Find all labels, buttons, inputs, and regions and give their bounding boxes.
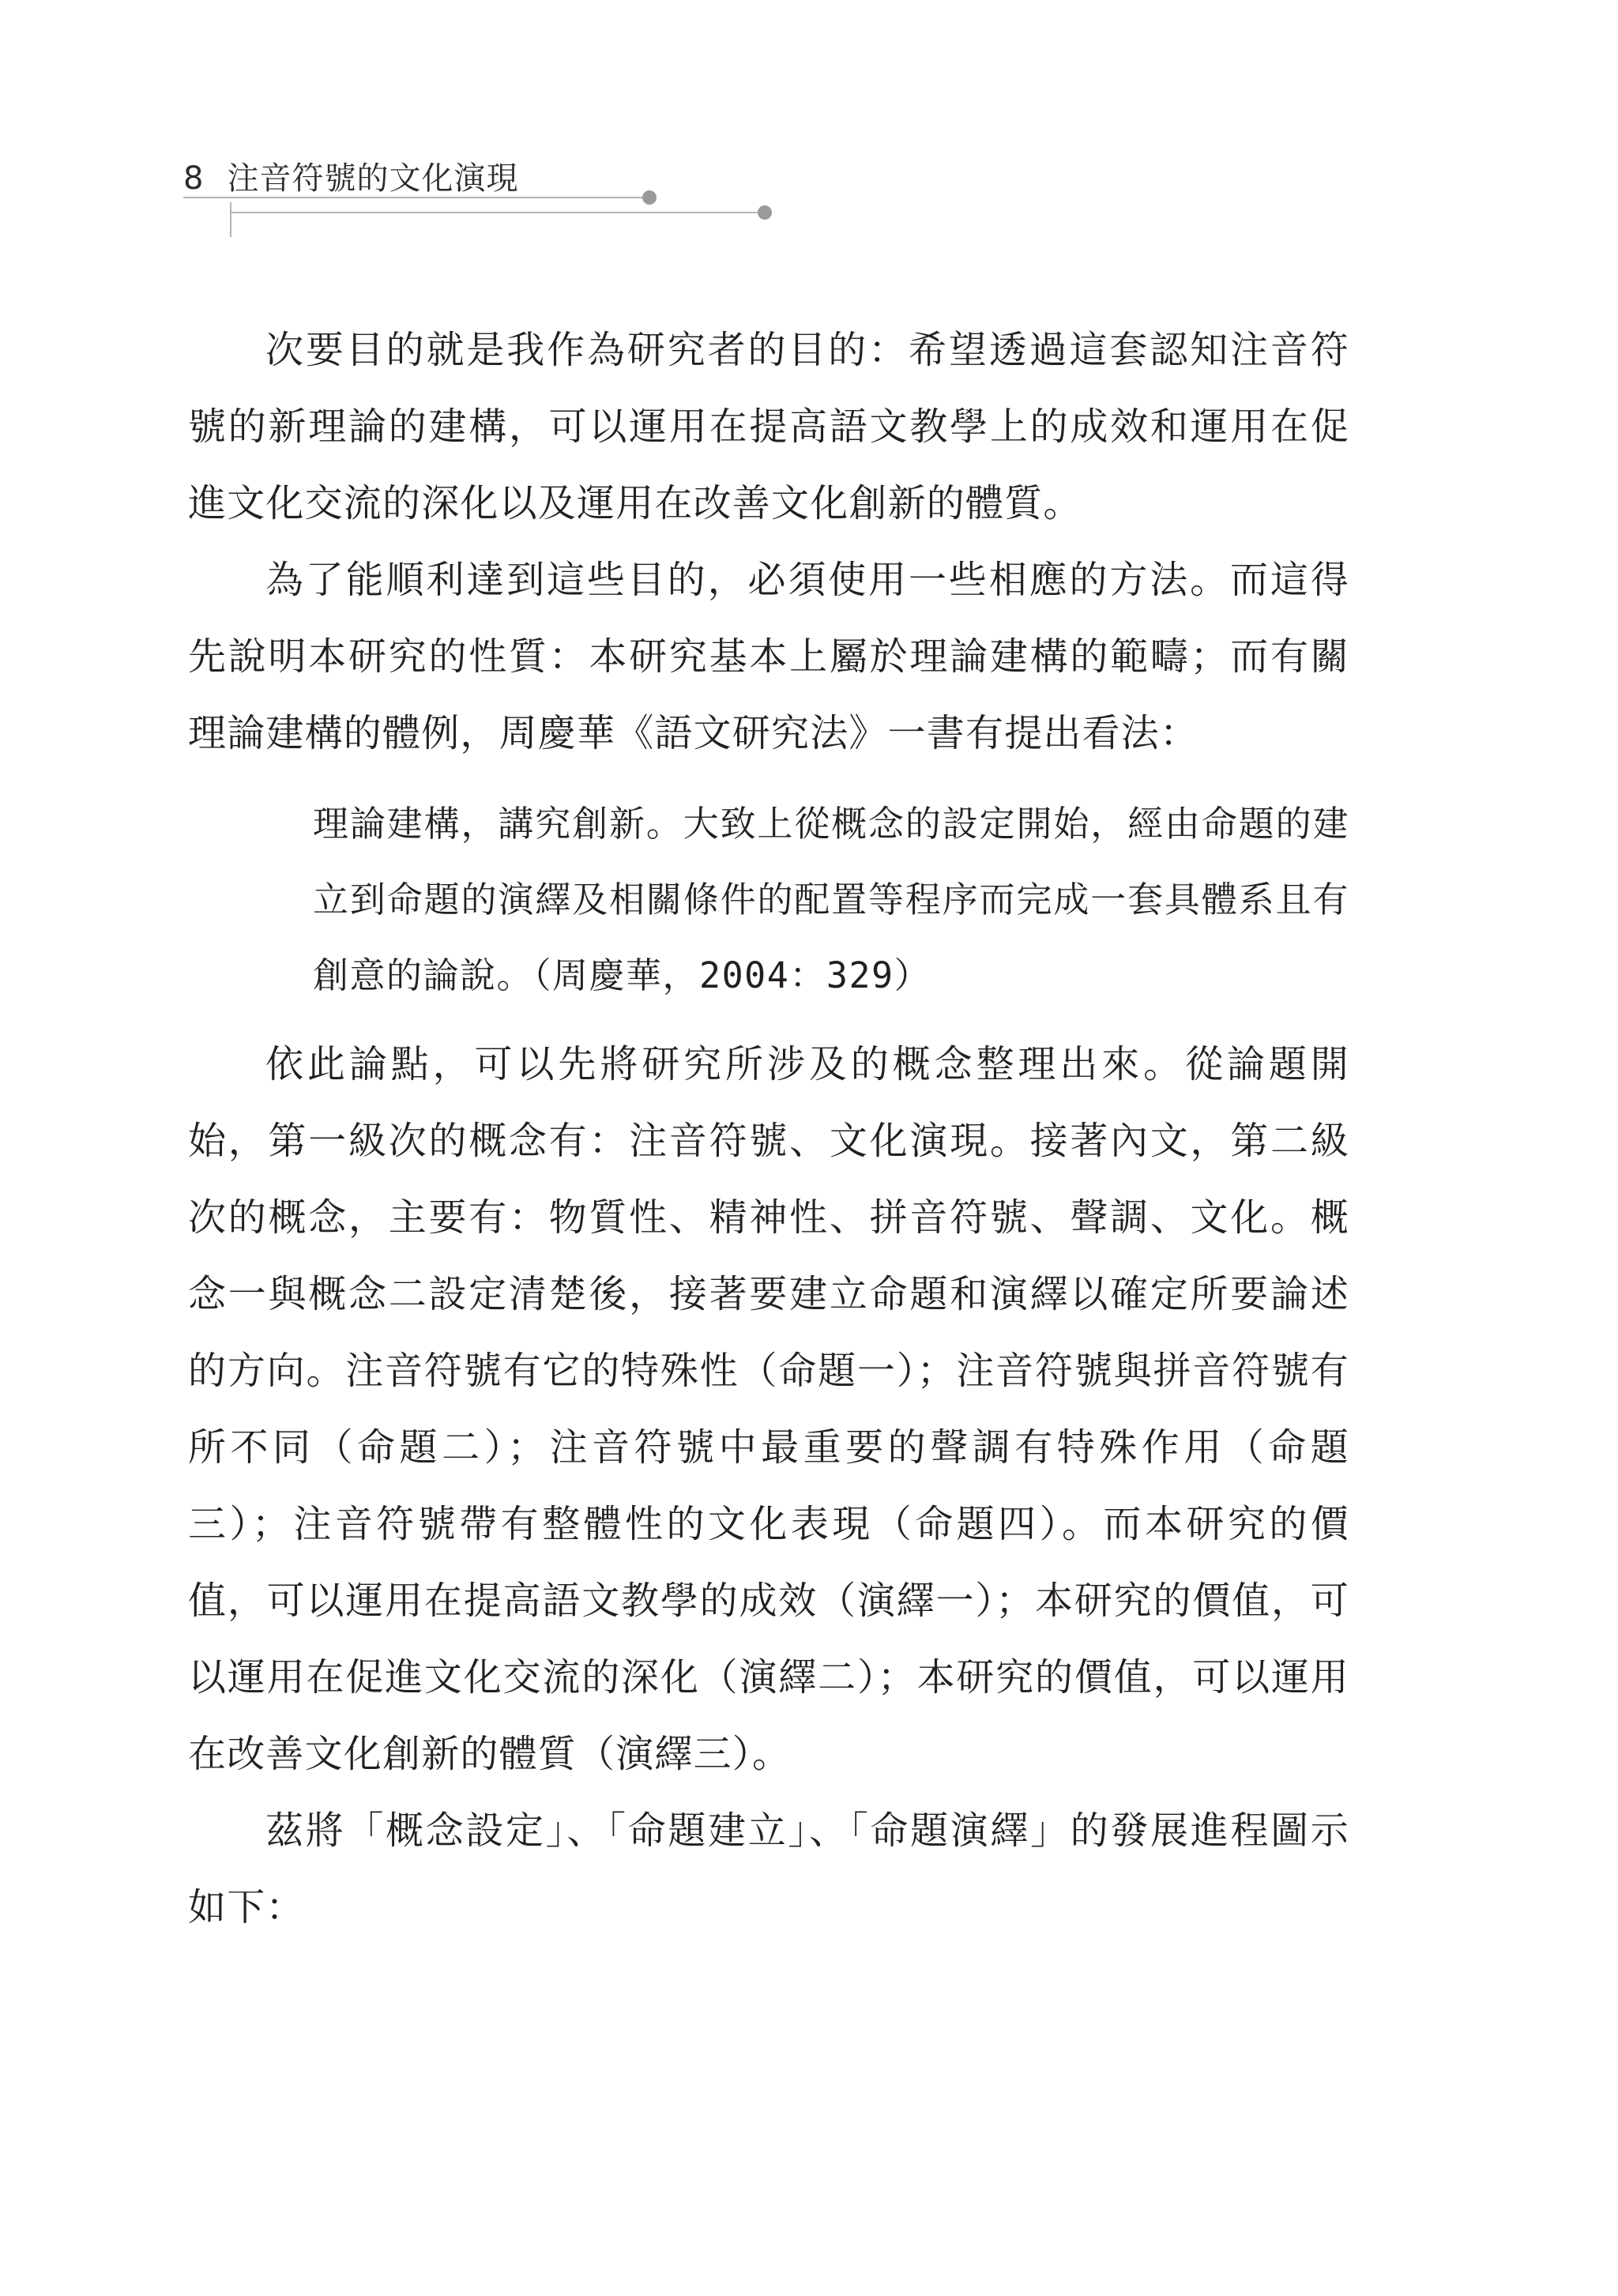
header-decorative-rules [183, 186, 784, 242]
paragraph-research-purpose: 次要目的就是我作為研究者的目的：希望透過這套認知注音符號的新理論的建構，可以運用在提高語文教學上的成效和運用在促進文化交流的深化以及運用在改善文化創新的體質。 [188, 328, 1349, 525]
page-body [188, 312, 1349, 1946]
paragraph-diagram-intro: 茲將「概念設定」、「命題建立」、「命題演繹」的發展進程圖示如下： [188, 1809, 1349, 1929]
paragraph-research-method: 為了能順利達到這些目的，必須使用一些相應的方法。而這得先說明本研究的性質：本研究基本上屬於理論建構的範疇；而有關理論建構的體例，周慶華《語文研究法》一書有提出看法： [188, 558, 1349, 755]
header-rule-lower-dot [758, 205, 772, 220]
paragraph-concepts-propositions: 依此論點，可以先將研究所涉及的概念整理出來。從論題開始，第一級次的概念有：注音符號、文化演現。接著內文，第二級次的概念，主要有：物質性、精神性、拼音符號、聲調、文化。概念一與概念二設定清楚後，接著要建立命題和演繹以確定所要論述的方向。注音符號有它的特殊性（命題一）；注音符號與拼音符號有所不同（命題二）；注音符號中最重要的聲調有特殊作用（命題三）；注音符號帶有整體性的文化表現（命題四）。而本研究的價值，可以運用在提高語文教學的成效（演繹一）；本研究的價值，可以運用在促進文化交流的深化（演繹二）；本研究的價值，可以運用在改善文化創新的體質（演繹三）。 [188, 1042, 1349, 1776]
header-rule-upper-dot [642, 190, 657, 205]
page-number: 8 [183, 160, 204, 197]
block-quote-citation: 理論建構，講究創新。大致上從概念的設定開始，經由命題的建立到命題的演繹及相關條件的配置等程序而完成一套具體系且有創意的論說。（周慶華，2004：329） [313, 803, 1349, 996]
running-title: 注音符號的文化演現 [227, 160, 519, 197]
